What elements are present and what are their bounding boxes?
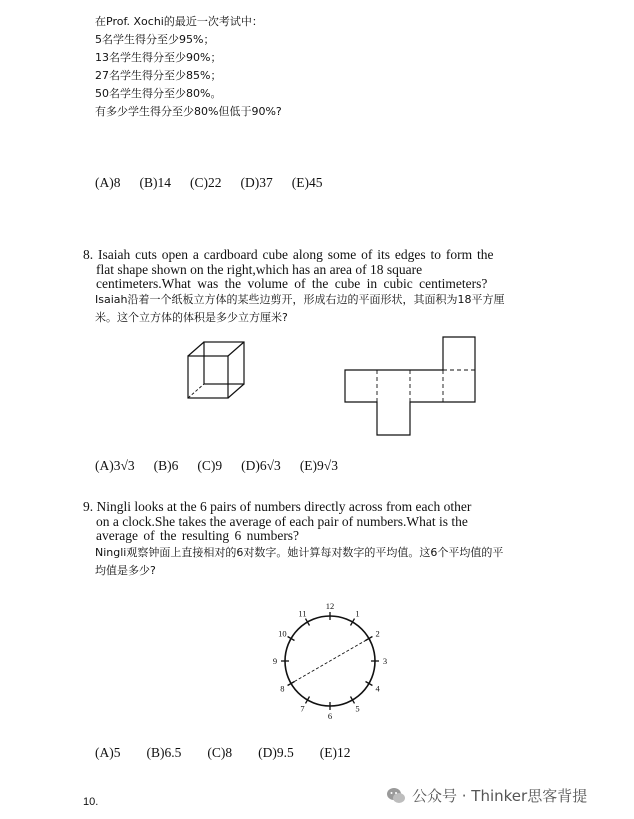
clock-number: 9 [272,656,278,666]
p7-line: 在Prof. Xochi的最近一次考试中： [95,15,263,28]
clock-number: 3 [382,656,388,666]
clock-number: 1 [355,608,360,619]
choice-e: (E)9√3 [299,458,338,473]
choice-d: (D)6√3 [241,458,281,473]
p7-line: 13名学生得分至少90%； [95,51,222,64]
p8-en-line: centimeters.What was the volume of the cube in cubic centimeters? [96,276,488,291]
p9-en-line: average of the resulting 6 numbers? [96,528,300,543]
choice-b: (B)14 [139,175,171,190]
clock-number: 12 [325,601,335,611]
choice-c: (C)22 [190,175,222,190]
problem-9-choices [95,745,370,761]
clock-number: 7 [300,703,305,714]
choice-d: (D)37 [240,175,273,190]
p9-cn-line: 均值是多少? [95,564,156,577]
choice-b: (B)6 [153,458,179,473]
choice-c: (C)8 [207,745,233,760]
p7-line: 50名学生得分至少80%。 [95,87,222,100]
clock-number: 10 [278,628,287,639]
choice-a: (A)3√3 [95,458,135,473]
clock-number: 2 [375,628,380,639]
choice-a: (A)5 [95,745,121,760]
choice-b: (B)6.5 [146,745,182,760]
choice-e: (E)12 [319,745,351,760]
problem-9-text-cn [95,544,503,580]
watermark [386,785,587,806]
p7-line: 5名学生得分至少95%； [95,33,215,46]
problem-7-text [95,13,282,121]
clock-number: 4 [375,683,380,694]
clock-number: 11 [298,608,307,619]
wechat-icon [386,787,406,805]
clock-number: 6 [327,711,333,721]
problem-8-choices [95,458,357,474]
choice-e: (E)45 [291,175,323,190]
dashed-diameter [290,638,370,684]
choice-d: (D)9.5 [258,745,294,760]
problem-8-text-cn [95,291,504,327]
clock-number: 8 [280,683,285,694]
choice-c: (C)9 [197,458,223,473]
problem-9-text-en [83,500,563,544]
cube-figure [182,336,252,404]
p9-cn-line: Ningli观察钟面上直接相对的6对数字。她计算每对数字的平均值。这6个平均值的平 [95,546,504,559]
problem-7-choices [95,175,342,191]
choice-a: (A)8 [95,175,121,190]
p8-en-line: 8. Isaiah cuts open a cardboard cube along some of its edges to form the [83,247,494,262]
p7-line: 27名学生得分至少85%； [95,69,222,82]
clock-number: 5 [355,703,360,714]
p9-en-line: on a clock.She takes the average of each pair of numbers.What is the [96,513,468,529]
p8-cn-line: 米。这个立方体的体积是多少立方厘米? [95,311,288,324]
p9-en-line: 9. Ningli looks at the 6 pairs of numbers directly across from each other [83,499,472,514]
cube-net-figure [340,334,480,438]
p8-en-line: flat shape shown on the right,which has an area of 18 square [96,261,423,277]
p8-cn-line: Isaiah沿着一个纸板立方体的某些边剪开，形成右边的平面形状，其面积为18平方厘 [95,293,505,306]
watermark-text: 公众号 · Thinker思客背提 [412,787,588,805]
problem-8-text-en [83,248,563,292]
p7-line: 有多少学生得分至少80%但低于90%? [95,105,282,118]
problem-10-label: 10. [83,796,99,808]
clock-figure [270,600,390,722]
